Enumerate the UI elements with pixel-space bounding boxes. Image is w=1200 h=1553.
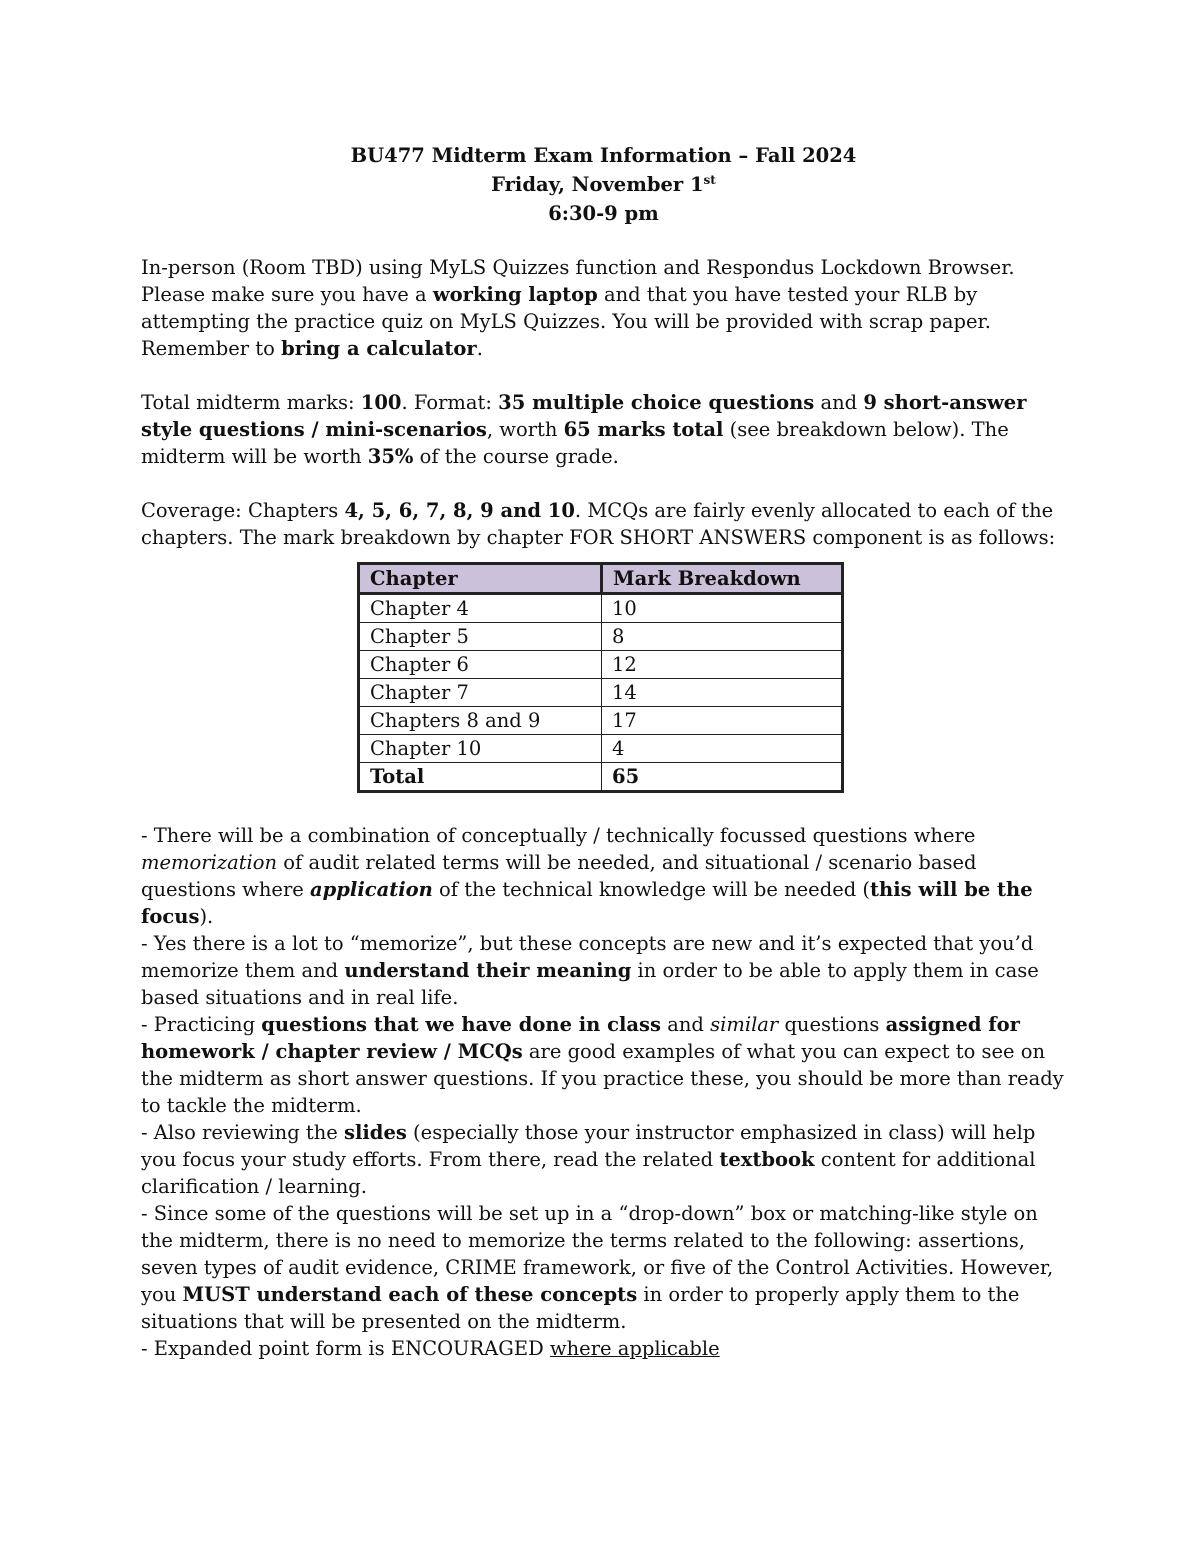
text: . <box>476 337 483 360</box>
list-item <box>141 1335 1066 1362</box>
study-tips-list <box>141 822 1066 1362</box>
text: Total midterm marks: <box>141 391 361 414</box>
mark-cell: 17 <box>602 707 843 735</box>
text: - There will be a combination of conceptually / technically focussed questions where <box>141 824 976 847</box>
bold-text: slides <box>344 1121 407 1144</box>
table-row <box>359 651 843 679</box>
chapter-cell: Chapter 10 <box>359 735 602 763</box>
paragraph-coverage <box>141 497 1066 551</box>
text: of audit related terms will be needed, and situational / scenario based questions where <box>141 851 977 901</box>
title-line-3: 6:30-9 pm <box>548 202 659 225</box>
text: (especially those your instructor emphasized in class) will help you focus your study efforts. From there, read the related <box>141 1121 1036 1171</box>
mark-cell: 14 <box>602 679 843 707</box>
table-total-row <box>359 763 843 792</box>
title-block <box>141 141 1066 228</box>
underlined-text: where applicable <box>549 1337 720 1360</box>
text: Coverage: Chapters <box>141 499 345 522</box>
text: questions <box>778 1013 886 1036</box>
text: - Since some of the questions will be set up in a “drop-down” box or matching-like style on the midterm, there is no need to memorize the terms related to the following: assertions, seven types of audit evidence, CRIME framework, or five of the Control Activities. However, you <box>141 1202 1054 1306</box>
column-header-mark-breakdown: Mark Breakdown <box>602 564 843 594</box>
text: content for additional clarification / learning. <box>141 1148 1036 1198</box>
mark-cell: 10 <box>602 594 843 623</box>
chapter-cell: Chapters 8 and 9 <box>359 707 602 735</box>
bold-text: textbook <box>719 1148 815 1171</box>
bold-text: this will be the focus <box>141 878 1033 928</box>
text: - Expanded point form is ENCOURAGED <box>141 1337 550 1360</box>
italic-text: memorization <box>141 851 278 874</box>
chapter-cell: Chapter 4 <box>359 594 602 623</box>
text: and <box>661 1013 711 1036</box>
text: - Practicing <box>141 1013 262 1036</box>
title-line-1: BU477 Midterm Exam Information – Fall 2024 <box>350 144 857 167</box>
list-item <box>141 1011 1066 1119</box>
total-label-cell: Total <box>359 763 602 792</box>
text: are good examples of what you can expect to see on the midterm as short answer questions. If you practice these, you should be more than ready to tackle the midterm. <box>141 1040 1064 1117</box>
text: (see breakdown below). The midterm will be worth <box>141 418 1009 468</box>
bold-text: assigned for homework / chapter review / MCQs <box>141 1013 1020 1063</box>
paragraph-logistics <box>141 254 1066 362</box>
table-row <box>359 623 843 651</box>
italic-text: similar <box>710 1013 779 1036</box>
chapter-cell: Chapter 7 <box>359 679 602 707</box>
table-row <box>359 594 843 623</box>
text: of the course grade. <box>413 445 619 468</box>
total-value-cell: 65 <box>602 763 843 792</box>
text: , worth <box>486 418 564 441</box>
text: - Also reviewing the <box>141 1121 345 1144</box>
bold-text: 4, 5, 6, 7, 8, 9 and 10 <box>344 499 575 522</box>
text: ). <box>199 905 214 928</box>
list-item <box>141 1119 1066 1200</box>
bold-text: bring a calculator <box>281 337 477 360</box>
bold-text: 35 multiple choice questions <box>498 391 815 414</box>
text: . MCQs are fairly evenly allocated to each of the chapters. The mark breakdown by chapter FOR SHORT ANSWERS component is as follows: <box>141 499 1056 549</box>
bold-text: 9 short-answer style questions / mini-scenarios <box>141 391 1027 441</box>
list-item <box>141 822 1066 930</box>
text: of the technical knowledge will be needed ( <box>432 878 871 901</box>
column-header-chapter: Chapter <box>359 564 602 594</box>
bold-text: 100 <box>360 391 402 414</box>
mark-breakdown-table <box>357 562 844 793</box>
text: and that you have tested your RLB by attempting the practice quiz on MyLS Quizzes. You will be provided with scrap paper. Remember to <box>141 283 991 360</box>
table-row <box>359 679 843 707</box>
document-page <box>141 141 1066 1362</box>
title-date-suffix: st <box>703 173 716 187</box>
mark-cell: 8 <box>602 623 843 651</box>
text: in order to be able to apply them in case based situations and in real life. <box>141 959 1039 1009</box>
chapter-cell: Chapter 5 <box>359 623 602 651</box>
title-date: Friday, November 1 <box>491 173 704 196</box>
list-item <box>141 1200 1066 1335</box>
bold-text: questions that we have done in class <box>261 1013 662 1036</box>
text: in order to properly apply them to the situations that will be presented on the midterm. <box>141 1283 1020 1333</box>
bold-text: working laptop <box>432 283 598 306</box>
chapter-cell: Chapter 6 <box>359 651 602 679</box>
table-row <box>359 735 843 763</box>
table-row <box>359 707 843 735</box>
text: In-person (Room TBD) using MyLS Quizzes function and Respondus Lockdown Browser. Please make sure you have a <box>141 256 1015 306</box>
paragraph-format <box>141 389 1066 470</box>
mark-cell: 4 <box>602 735 843 763</box>
bold-text: understand their meaning <box>344 959 632 982</box>
text: - Yes there is a lot to “memorize”, but these concepts are new and it’s expected that you’d memorize them and <box>141 932 1034 982</box>
list-item <box>141 930 1066 1011</box>
title-line-2 <box>141 170 1066 199</box>
table-header-row <box>359 564 843 594</box>
bold-text: MUST understand each of these concepts <box>182 1283 638 1306</box>
bold-text: 35% <box>367 445 414 468</box>
text: . Format: <box>401 391 499 414</box>
mark-cell: 12 <box>602 651 843 679</box>
bold-italic-text: application <box>310 878 433 901</box>
bold-text: 65 marks total <box>563 418 724 441</box>
text: and <box>814 391 864 414</box>
